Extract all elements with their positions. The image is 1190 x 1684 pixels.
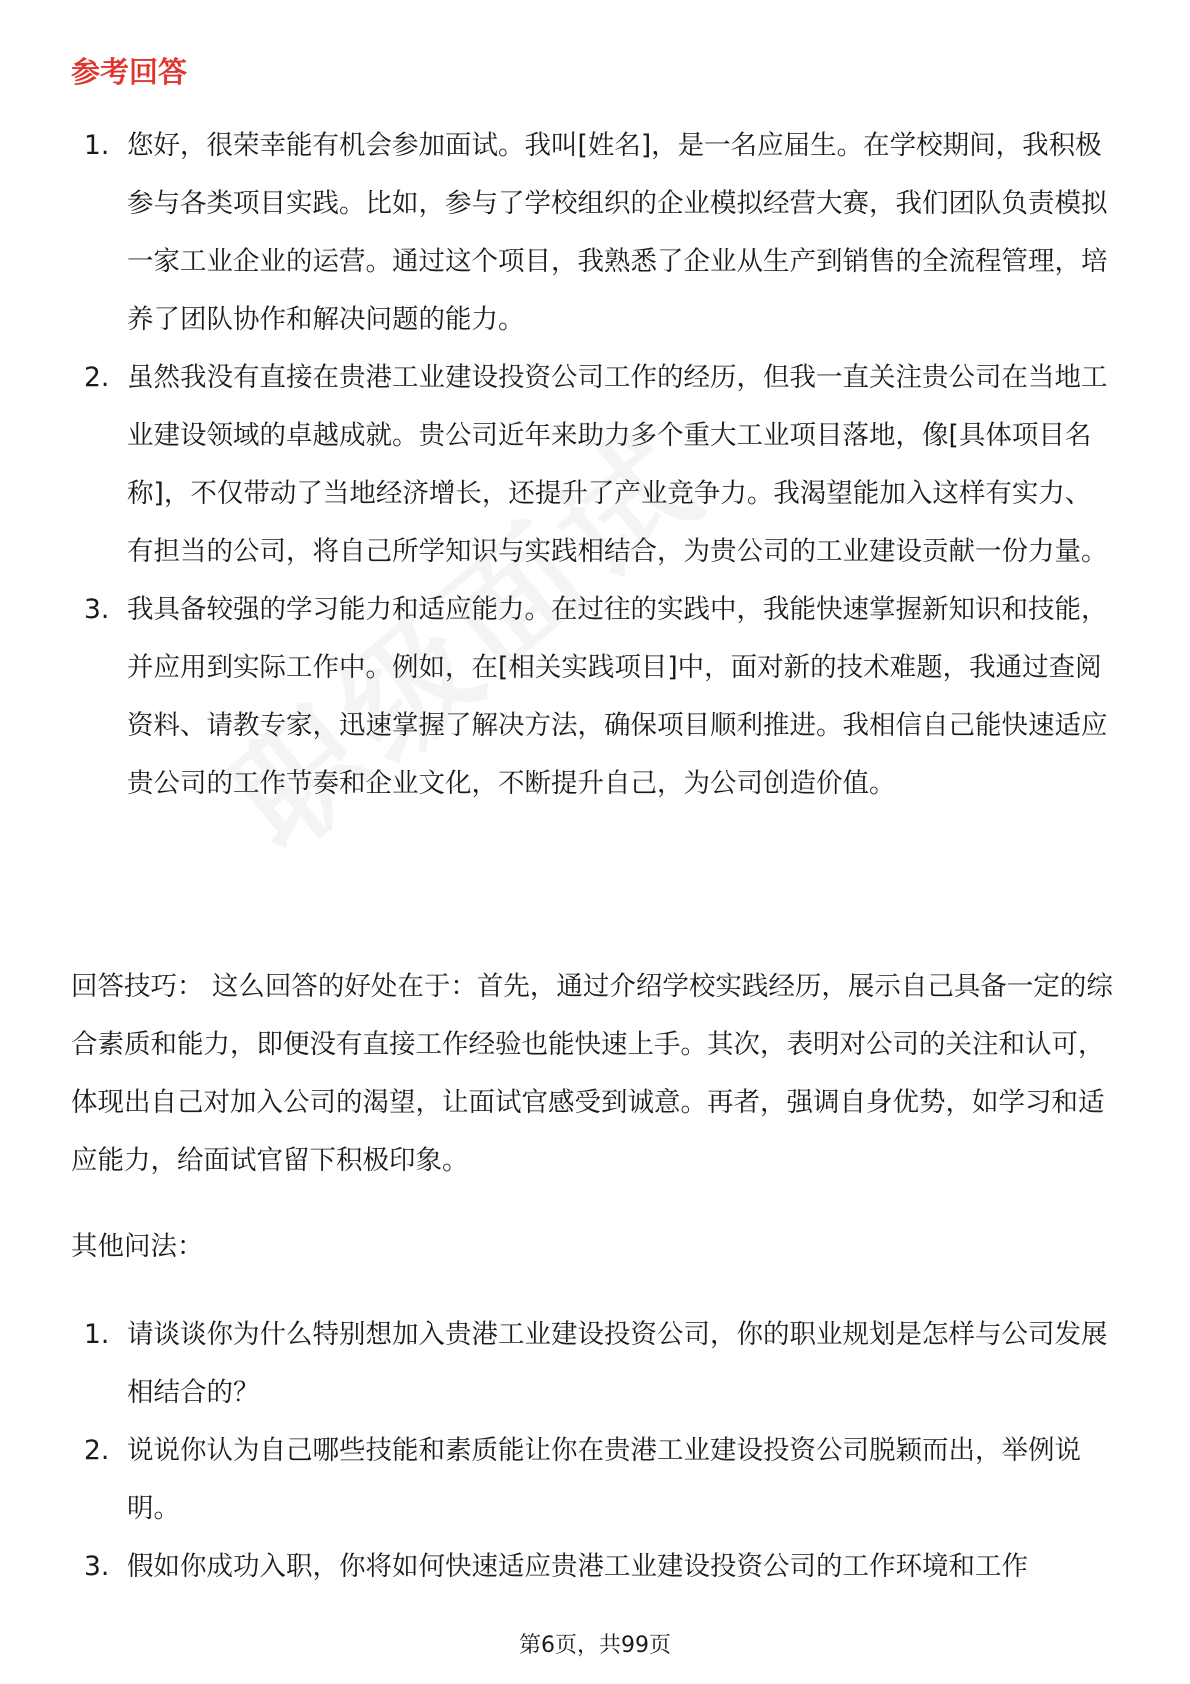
answer-tips: 回答技巧： 这么回答的好处在于：首先，通过介绍学校实践经历，展示自己具备一定的综合素质和能力，即便没有直接工作经验也能快速上手。其次，表明对公司的关注和认可，体现出自己对加入公司的渴望，让面试官感受到诚意。再者，强调自身优势，如学习和适应能力，给面试官留下积极印象。 [71, 971, 1113, 1176]
other-questions-title: 其他问法： [71, 1231, 204, 1262]
item-text: 虽然我没有直接在贵港工业建设投资公司工作的经历，但我一直关注贵公司在当地工业建设领域的卓越成就。贵公司近年来助力多个重大工业项目落地，像[具体项目名称]，不仅带动了当地经济增长，还提升了产业竞争力。我渴望能加入这样有实力、有担当的公司，将自己所学知识与实践相结合，为贵公司的工业建设贡献一份力量。 [127, 362, 1108, 567]
list-item [0, 1306, 1117, 1422]
item-number: 2. [84, 362, 110, 393]
list-item [0, 1422, 1117, 1538]
other-questions-list [0, 1306, 1117, 1596]
item-text: 您好，很荣幸能有机会参加面试。我叫[姓名]，是一名应届生。在学校期间，我积极参与各类项目实践。比如，参与了学校组织的企业模拟经营大赛，我们团队负责模拟一家工业企业的运营。通过这个项目，我熟悉了企业从生产到销售的全流程管理，培养了团队协作和解决问题的能力。 [127, 130, 1108, 335]
item-number: 1. [84, 130, 110, 161]
item-text: 请谈谈你为什么特别想加入贵港工业建设投资公司，你的职业规划是怎样与公司发展相结合的？ [127, 1319, 1108, 1408]
item-number: 2. [84, 1435, 110, 1466]
page-number: 第6页，共99页 [519, 1633, 671, 1658]
list-item [0, 117, 1117, 349]
item-text: 说说你认为自己哪些技能和素质能让你在贵港工业建设投资公司脱颖而出，举例说明。 [127, 1435, 1081, 1524]
item-number: 1. [84, 1319, 110, 1350]
item-number: 3. [84, 1551, 110, 1582]
item-number: 3. [84, 594, 110, 625]
list-item [0, 1538, 1117, 1596]
section-title: 参考回答 [71, 55, 188, 89]
item-text: 我具备较强的学习能力和适应能力。在过往的实践中，我能快速掌握新知识和技能，并应用到实际工作中。例如，在[相关实践项目]中，面对新的技术难题，我通过查阅资料、请教专家，迅速掌握了解决方法，确保项目顺利推进。我相信自己能快速适应贵公司的工作节奏和企业文化，不断提升自己，为公司创造价值。 [127, 594, 1108, 799]
list-item [0, 581, 1117, 813]
item-text: 假如你成功入职，你将如何快速适应贵港工业建设投资公司的工作环境和工作 [127, 1551, 1028, 1582]
list-item [0, 349, 1117, 581]
answer-list [0, 117, 1117, 813]
